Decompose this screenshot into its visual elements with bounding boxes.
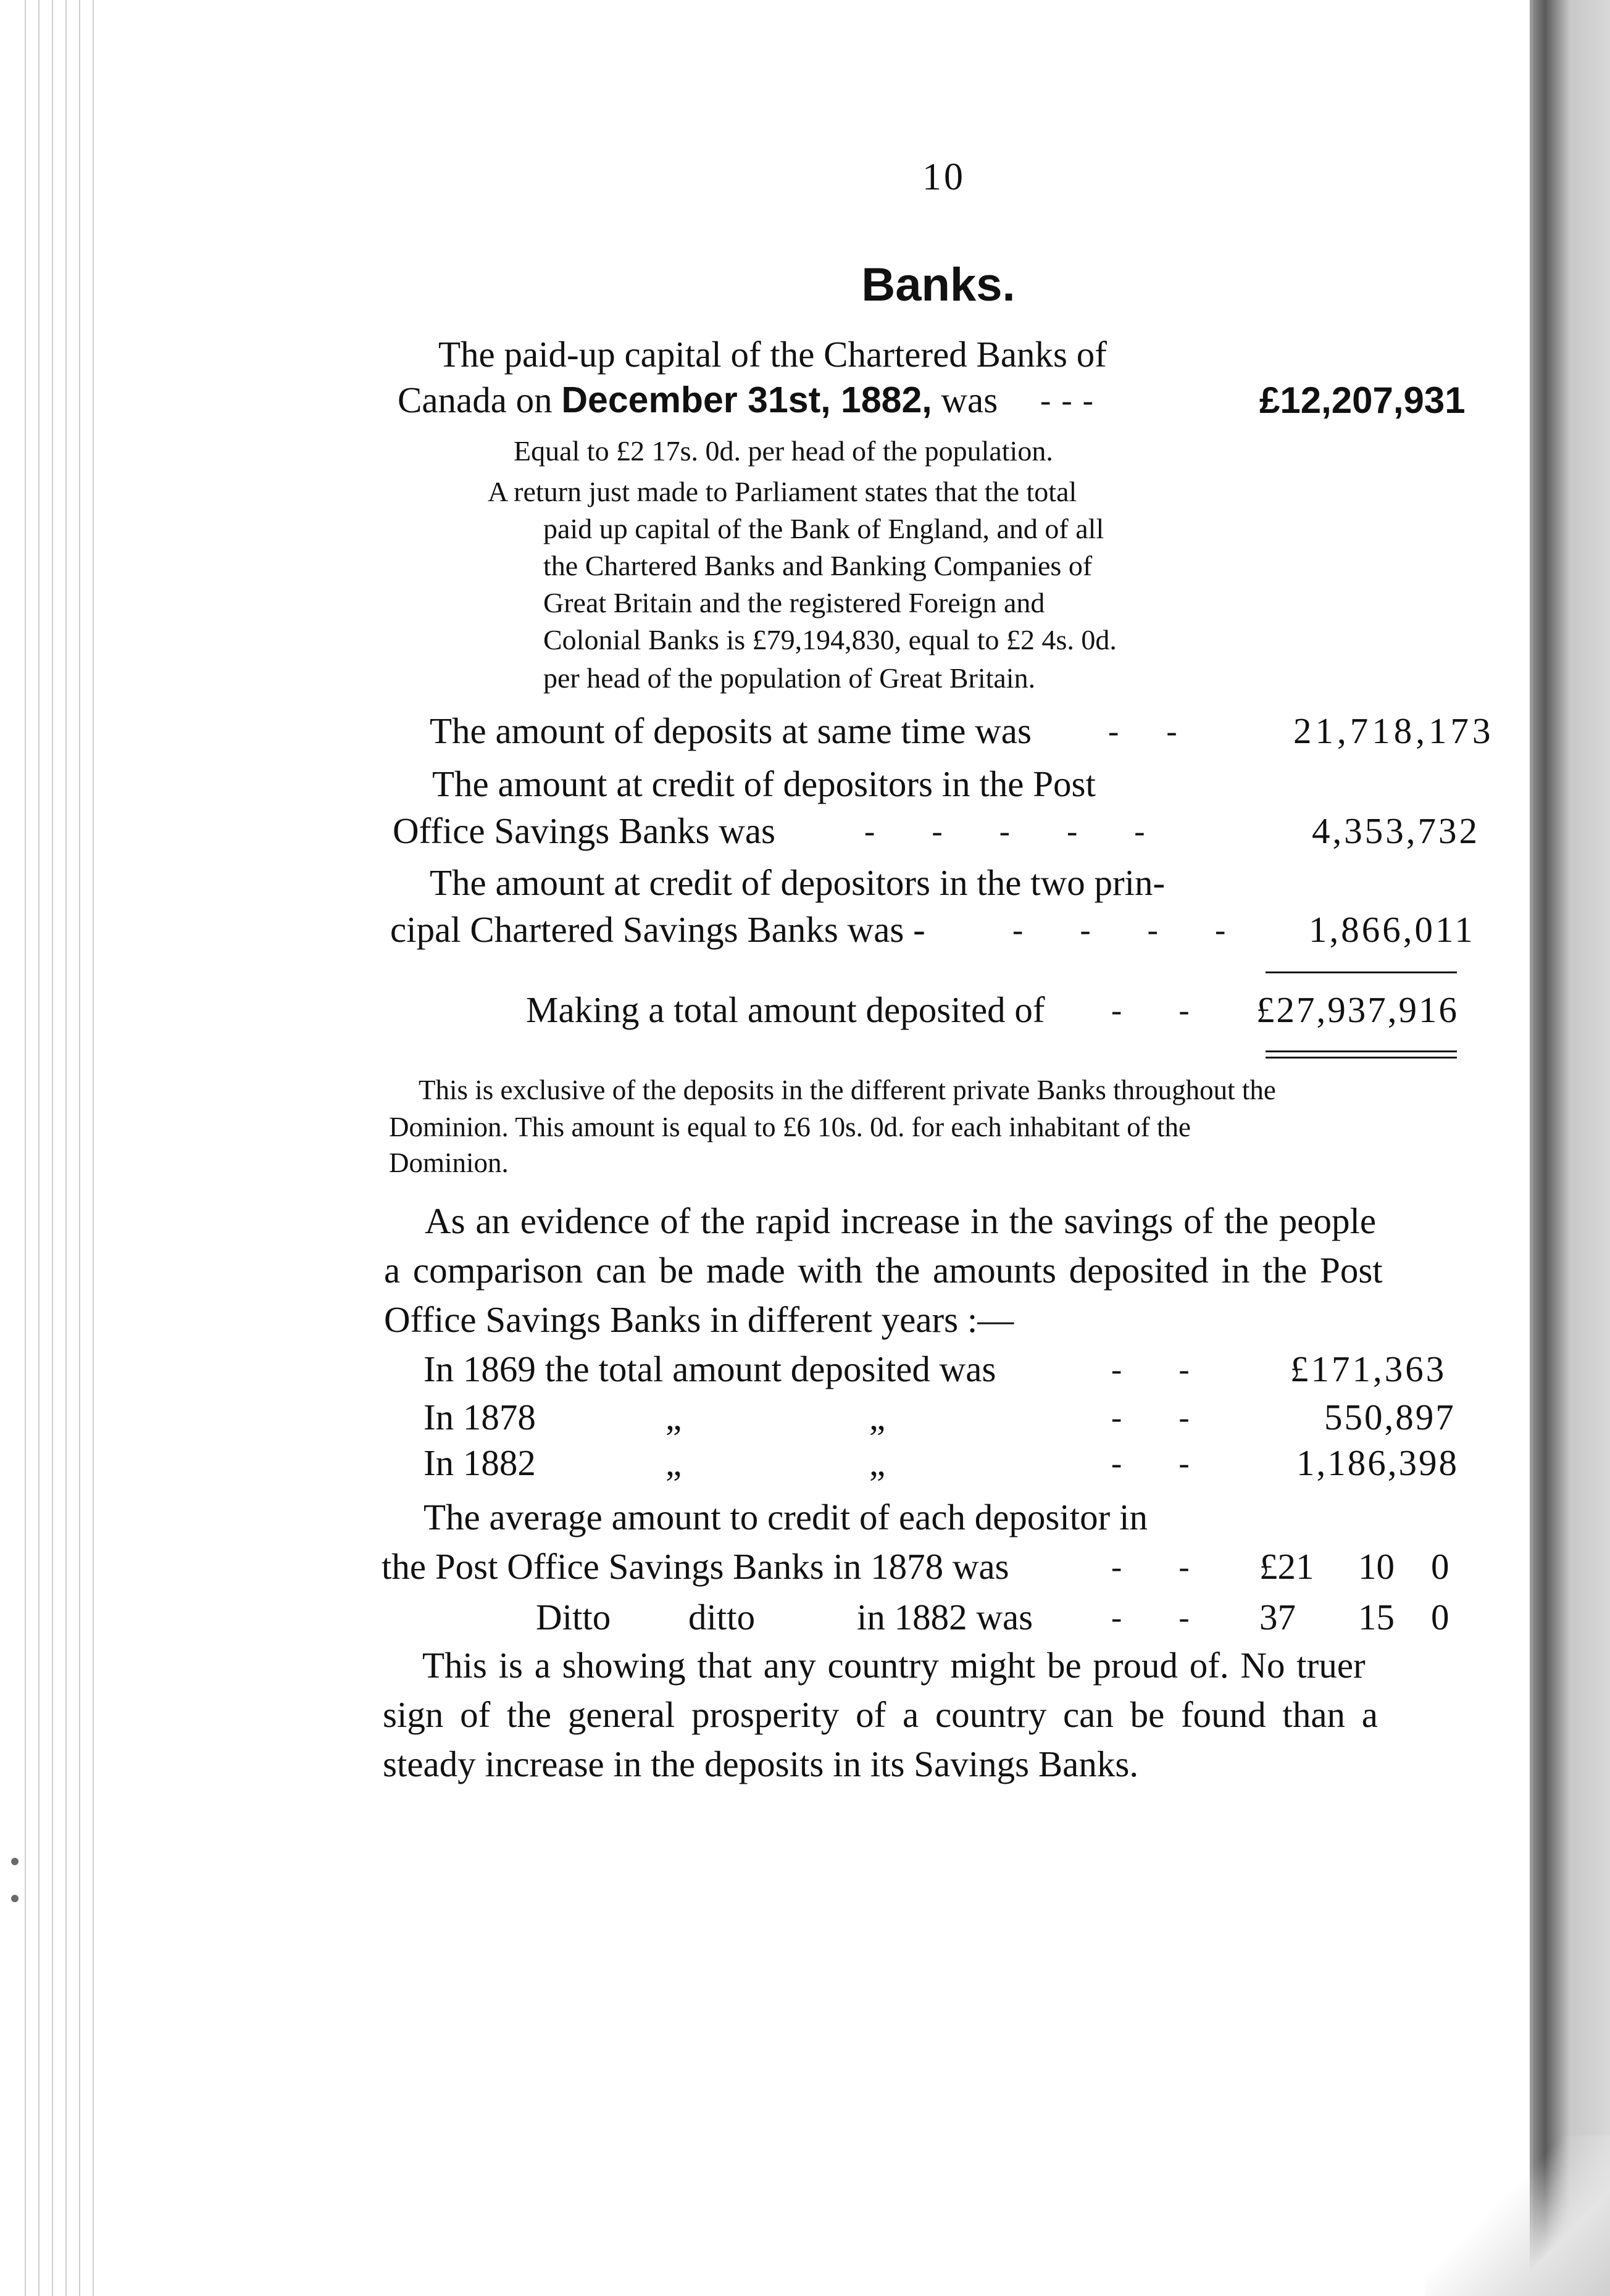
evidence-line: a comparison can be made with the amounts deposited in the Post xyxy=(384,1250,1383,1291)
leader-dots: - - xyxy=(1111,1550,1191,1585)
text-line xyxy=(0,379,1610,428)
exclusive-note-line: Dominion. This amount is equal to £6 10s. 0d. for each inhabitant of the xyxy=(389,1112,1191,1142)
closing-line: steady increase in the deposits in its Savings Banks. xyxy=(383,1744,1139,1784)
leader-dots: - - - - - xyxy=(864,814,1146,849)
text-line xyxy=(0,710,1610,759)
text-line xyxy=(0,1496,1610,1545)
amount-shillings: 15 xyxy=(1358,1597,1395,1637)
sum-rule xyxy=(1266,971,1457,973)
deposits-line: The amount of deposits at same time was xyxy=(430,710,1032,751)
ditto-word: Ditto xyxy=(536,1597,611,1637)
text-line xyxy=(0,1299,1610,1348)
double-rule-top xyxy=(1266,1050,1457,1052)
amount-pence: 0 xyxy=(1431,1597,1449,1637)
text-line xyxy=(0,333,1610,383)
capital-line-1: The paid-up capital of the Chartered Banks of xyxy=(438,334,1107,375)
average-line-1: The average amount to credit of each depositor in xyxy=(423,1497,1148,1537)
text-line xyxy=(0,909,1610,958)
year-row xyxy=(0,1442,1610,1491)
return-line: the Chartered Banks and Banking Companies of xyxy=(543,550,1093,581)
year-label: In 1869 the total amount deposited was xyxy=(423,1349,996,1389)
ditto-mark: „ xyxy=(869,1442,886,1483)
text-line xyxy=(0,1644,1610,1694)
post-line-2: Office Savings Banks was xyxy=(393,810,775,851)
year-row xyxy=(0,1396,1610,1445)
margin-dot xyxy=(11,1895,19,1902)
amount-pounds: £21 xyxy=(1259,1546,1314,1587)
year-amount: £171,363 xyxy=(1290,1349,1447,1389)
post-line-1: The amount at credit of depositors in the Post xyxy=(432,763,1096,804)
leader-dots: - - - - xyxy=(1012,913,1227,948)
return-line: Colonial Banks is £79,194,830, equal to £2 4s. 0d. xyxy=(543,624,1117,655)
leader-dots: - - - xyxy=(1040,383,1095,418)
capital-line-2: Canada on December 31st, 1882, was xyxy=(398,380,998,420)
return-line: per head of the population of Great Britain. xyxy=(543,662,1036,694)
text-line xyxy=(0,662,1610,711)
text-line xyxy=(0,810,1610,859)
average-line-2: the Post Office Savings Banks in 1878 was xyxy=(382,1546,1009,1587)
text-line xyxy=(0,1147,1610,1196)
year-amount: 550,897 xyxy=(1324,1397,1456,1437)
total-line: Making a total amount deposited of xyxy=(526,989,1045,1030)
capital-date: December 31st, 1882, xyxy=(561,380,932,420)
amount-pence: 0 xyxy=(1431,1546,1449,1587)
closing-line: This is a showing that any country might be proud of. No truer xyxy=(422,1645,1366,1686)
margin-dot xyxy=(11,1858,19,1865)
deposits-amount: 21,718,173 xyxy=(1293,710,1495,751)
leader-dots: - - xyxy=(1111,1400,1191,1436)
exclusive-note-line: Dominion. xyxy=(389,1147,509,1178)
leader-dots: - - xyxy=(1111,1352,1191,1387)
page-number: 10 xyxy=(922,156,966,198)
evidence-line: Office Savings Banks in different years :— xyxy=(384,1299,1014,1340)
return-line: paid up capital of the Bank of England, and of all xyxy=(543,513,1104,544)
text-line xyxy=(0,1596,1610,1645)
ditto-word: ditto xyxy=(688,1597,756,1637)
text-line xyxy=(0,1249,1610,1299)
exclusive-note-line: This is exclusive of the deposits in the different private Banks throughout the xyxy=(419,1075,1276,1105)
double-rule-bottom xyxy=(1266,1057,1457,1059)
leader-dots: - - xyxy=(1111,1600,1191,1636)
ditto-mark: „ xyxy=(665,1397,682,1437)
leader-dots: - - xyxy=(1111,1446,1191,1481)
return-line: A return just made to Parliament states that the total xyxy=(488,476,1077,507)
total-amount: £27,937,916 xyxy=(1256,989,1459,1030)
text-line xyxy=(0,862,1610,911)
leader-dots: - - xyxy=(1111,993,1191,1028)
chartered-amount: 1,866,011 xyxy=(1309,909,1475,950)
text-line xyxy=(0,1743,1610,1792)
year-label: In 1882 xyxy=(423,1442,536,1483)
text-line xyxy=(0,989,1610,1038)
chartered-line-2: cipal Chartered Savings Banks was - xyxy=(390,909,925,950)
closing-line: sign of the general prosperity of a country can be found than a xyxy=(383,1694,1378,1735)
year-amount: 1,186,398 xyxy=(1296,1442,1459,1483)
amount-pounds: 37 xyxy=(1259,1597,1296,1637)
ditto-mark: „ xyxy=(665,1442,682,1483)
evidence-line: As an evidence of the rapid increase in the savings of the people xyxy=(425,1200,1377,1241)
text-line xyxy=(0,1694,1610,1743)
page-corner-shadow xyxy=(1425,2136,1610,2296)
page-title: Banks. xyxy=(861,259,1016,311)
year-row xyxy=(0,1348,1610,1397)
text-line xyxy=(0,1545,1610,1595)
text-line xyxy=(0,763,1610,812)
chartered-line-1: The amount at credit of depositors in the two prin- xyxy=(430,862,1166,903)
capital-amount: £12,207,931 xyxy=(1259,380,1466,421)
ditto-year: in 1882 was xyxy=(857,1597,1033,1637)
capital-equal-note: Equal to £2 17s. 0d. per head of the population. xyxy=(514,435,1053,467)
text-line xyxy=(0,1200,1610,1249)
leader-dots: - - xyxy=(1108,714,1178,749)
amount-shillings: 10 xyxy=(1358,1546,1395,1587)
ditto-mark: „ xyxy=(869,1397,886,1437)
year-label: In 1878 xyxy=(423,1397,536,1437)
post-amount: 4,353,732 xyxy=(1312,810,1480,851)
return-line: Great Britain and the registered Foreign and xyxy=(543,587,1045,618)
